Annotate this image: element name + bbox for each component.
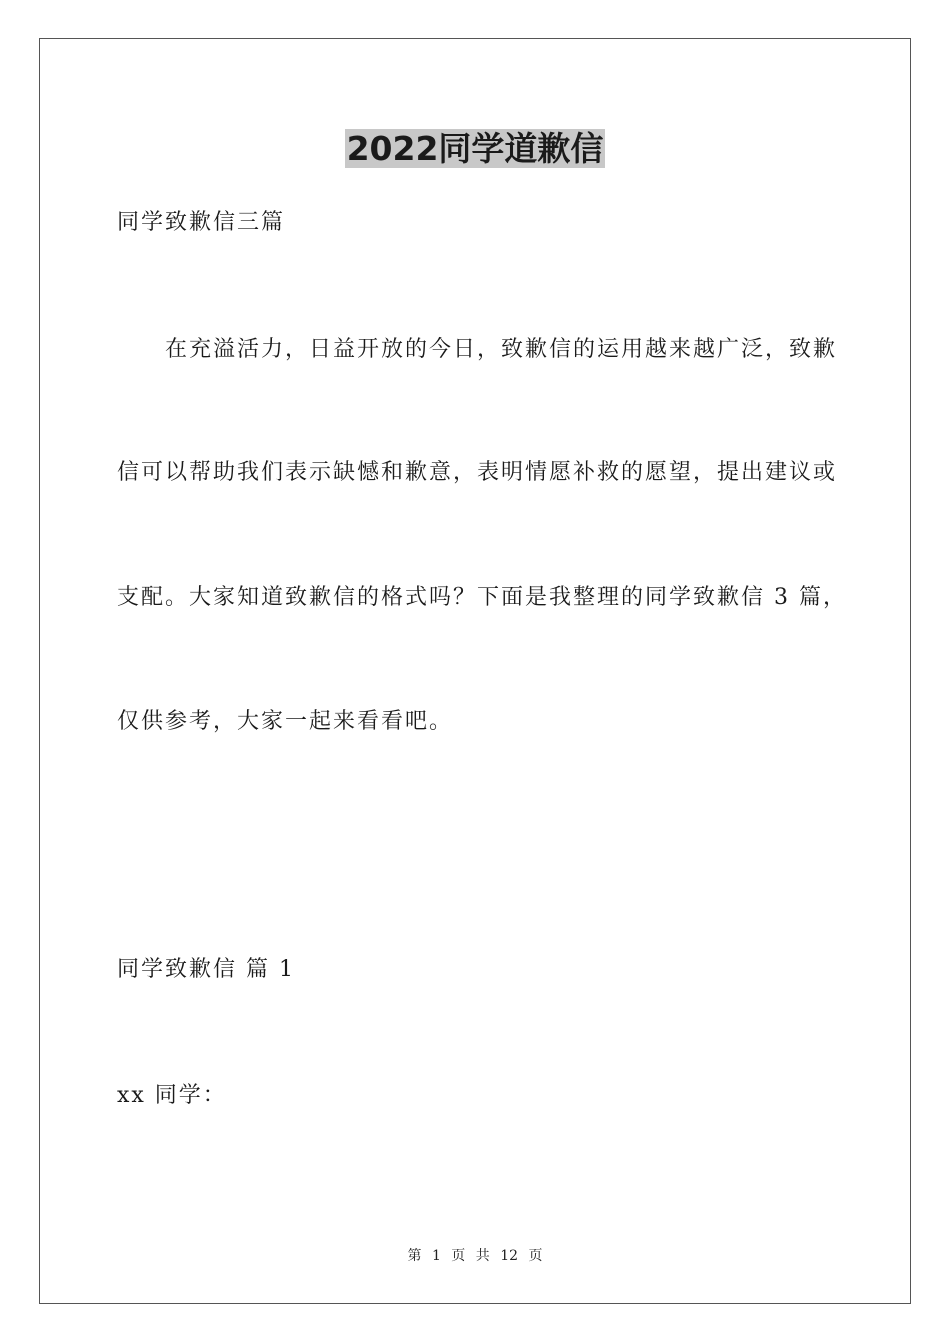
section-heading: 同学致歉信 篇 1 bbox=[117, 957, 295, 982]
intro-line: 信可以帮助我们表示缺憾和歉意，表明情愿补救的愿望，提出建议或 bbox=[117, 460, 838, 485]
document-title bbox=[0, 126, 950, 172]
intro-line: 仅供参考，大家一起来看看吧。 bbox=[117, 709, 454, 734]
document-title-text: 2022同学道歉信 bbox=[346, 129, 604, 168]
intro-line: 在充溢活力，日益开放的今日，致歉信的运用越来越广泛，致歉 bbox=[165, 337, 838, 362]
salutation: xx 同学： bbox=[117, 1083, 227, 1108]
page-footer: 第 1 页 共 12 页 bbox=[407, 1248, 543, 1264]
intro-line: 支配。大家知道致歉信的格式吗？下面是我整理的同学致歉信 3 篇， bbox=[117, 585, 847, 610]
document-subtitle: 同学致歉信三篇 bbox=[117, 210, 286, 235]
